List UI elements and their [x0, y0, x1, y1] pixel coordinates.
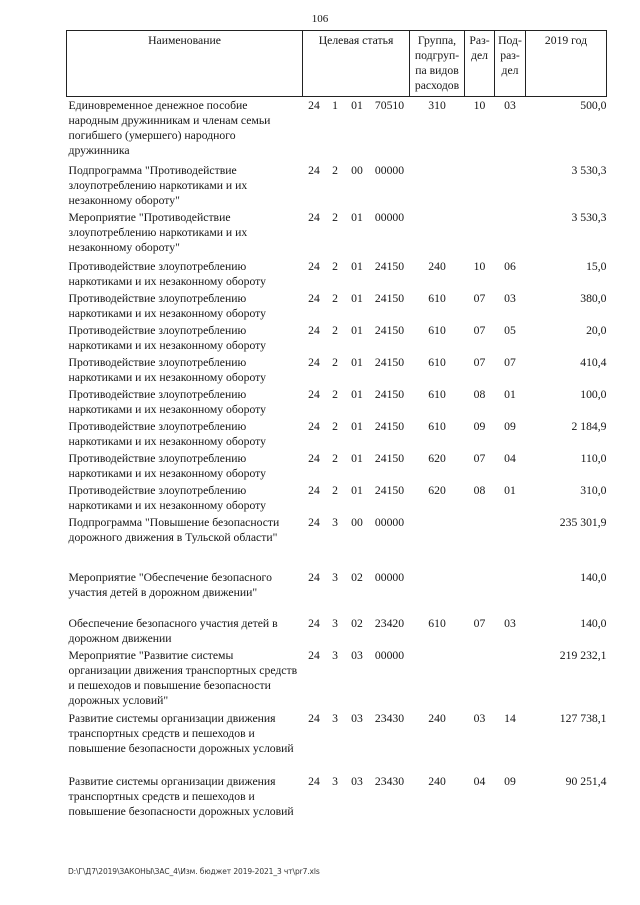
table-row: [67, 322, 607, 354]
section-code: 07: [473, 323, 486, 337]
subsection-code: 01: [504, 483, 516, 497]
header-name: Наименование: [67, 31, 303, 97]
amount: 500,0: [580, 99, 607, 112]
subsection-code: 09: [504, 774, 516, 788]
activity-code: 01: [351, 451, 363, 465]
row-name: Развитие системы организации движения транспортных средств и пешеходов и повышение безопасности дорожных условий: [68, 774, 294, 818]
header-expense-group: Группа, подгруп-па видов расходов: [410, 31, 465, 97]
direction-code: 24150: [374, 451, 405, 465]
expense-group-code: 240: [428, 259, 446, 273]
section-code: [465, 569, 495, 615]
section-code: [465, 209, 495, 258]
amount: 90 251,4: [565, 774, 607, 788]
direction-code: 00000: [374, 163, 405, 177]
program-code: 24: [308, 291, 320, 305]
amount: 380,0: [580, 291, 607, 305]
activity-code: 00: [351, 163, 363, 177]
amount: 140,0: [580, 570, 607, 584]
expense-group-code: [410, 209, 465, 258]
amount: 310,0: [580, 483, 607, 497]
subprogram-code: 3: [332, 711, 338, 725]
subprogram-code: 1: [332, 99, 338, 112]
subprogram-code: 2: [332, 451, 338, 465]
subsection-code: 01: [504, 387, 516, 401]
amount: 3 530,3: [571, 210, 607, 224]
subsection-code: [495, 514, 526, 569]
expense-group-code: 620: [428, 483, 446, 497]
subsection-code: 03: [504, 99, 516, 112]
table-row: [67, 290, 607, 322]
table-row: [67, 647, 607, 710]
section-code: 07: [473, 451, 486, 465]
program-code: 24: [308, 616, 320, 630]
expense-group-code: 610: [428, 616, 446, 630]
program-code: 24: [308, 163, 320, 177]
row-name: Подпрограмма "Повышение безопасности дорожного движения в Тульской области": [68, 515, 280, 544]
direction-code: 70510: [374, 99, 405, 112]
direction-code: 00000: [374, 648, 405, 662]
direction-code: 00000: [374, 210, 405, 224]
direction-code: 24150: [374, 419, 405, 433]
row-name: Противодействие злоупотреблению наркотиками и их незаконному обороту: [68, 451, 266, 480]
header-subsection: Под-раз-дел: [495, 31, 526, 97]
subprogram-code: 3: [332, 648, 338, 662]
footer-file-path: D:\Г\Д7\2019\ЗАКОНЫ\ЗАС_4\Изм. бюджет 2019-2021_3 чт\pr7.xls: [68, 867, 320, 876]
program-code: 24: [308, 355, 320, 369]
section-code: [465, 162, 495, 209]
program-code: 24: [308, 774, 320, 788]
header-target-article: Целевая статья: [303, 31, 410, 97]
row-name: Противодействие злоупотреблению наркотиками и их незаконному обороту: [68, 483, 266, 512]
table-row: [67, 450, 607, 482]
table-row: [67, 418, 607, 450]
subprogram-code: 2: [332, 163, 338, 177]
activity-code: 01: [351, 323, 363, 337]
subprogram-code: 3: [332, 515, 338, 529]
expense-group-code: [410, 647, 465, 710]
page-number: 106: [311, 13, 329, 25]
amount: 100,0: [580, 387, 607, 401]
amount: 127 738,1: [559, 711, 607, 725]
activity-code: 02: [351, 616, 363, 630]
program-code: 24: [308, 570, 320, 584]
subprogram-code: 3: [332, 774, 338, 788]
activity-code: 01: [351, 259, 363, 273]
section-code: 10: [473, 99, 486, 112]
table-row: [67, 514, 607, 569]
program-code: 24: [308, 483, 320, 497]
table-row: [67, 710, 607, 773]
table-row: [67, 97, 607, 162]
table-row: [67, 354, 607, 386]
expense-group-code: [410, 569, 465, 615]
direction-code: 23430: [374, 774, 405, 788]
subprogram-code: 3: [332, 570, 338, 584]
row-name: Противодействие злоупотреблению наркотиками и их незаконному обороту: [68, 259, 266, 288]
program-code: 24: [308, 711, 320, 725]
program-code: 24: [308, 648, 320, 662]
direction-code: 24150: [374, 387, 405, 401]
program-code: 24: [308, 419, 320, 433]
expense-group-code: 240: [428, 774, 446, 788]
activity-code: 01: [351, 210, 363, 224]
program-code: 24: [308, 387, 320, 401]
direction-code: 00000: [374, 570, 405, 584]
section-code: 07: [473, 291, 486, 305]
section-code: 10: [473, 259, 486, 273]
row-name: Единовременное денежное пособие народным дружинникам и членам семьи погибшего (умершего) народного дружинника: [68, 99, 271, 157]
program-code: 24: [308, 451, 320, 465]
header-section: Раз-дел: [465, 31, 495, 97]
subsection-code: 06: [504, 259, 516, 273]
amount: 219 232,1: [559, 648, 607, 662]
subprogram-code: 3: [332, 616, 338, 630]
table-row: [67, 569, 607, 615]
subsection-code: [495, 569, 526, 615]
activity-code: 00: [351, 515, 363, 529]
section-code: 08: [473, 483, 486, 497]
row-name: Обеспечение безопасного участия детей в дорожном движении: [68, 616, 278, 645]
direction-code: 23420: [374, 616, 405, 630]
activity-code: 01: [351, 291, 363, 305]
program-code: 24: [308, 515, 320, 529]
expense-group-code: [410, 514, 465, 569]
expense-group-code: 310: [428, 99, 446, 112]
section-code: [465, 514, 495, 569]
subsection-code: 05: [504, 323, 516, 337]
direction-code: 00000: [374, 515, 405, 529]
expense-group-code: 620: [428, 451, 446, 465]
subprogram-code: 2: [332, 291, 338, 305]
row-name: Развитие системы организации движения транспортных средств и пешеходов и повышение безопасности дорожных условий: [68, 711, 294, 755]
subsection-code: [495, 162, 526, 209]
table-row: [67, 162, 607, 209]
subprogram-code: 2: [332, 210, 338, 224]
row-name: Противодействие злоупотреблению наркотиками и их незаконному обороту: [68, 419, 266, 448]
subsection-code: 09: [504, 419, 516, 433]
subprogram-code: 2: [332, 355, 338, 369]
program-code: 24: [308, 210, 320, 224]
subsection-code: 04: [504, 451, 516, 465]
section-code: 07: [473, 355, 486, 369]
table-row: [67, 386, 607, 418]
row-name: Подпрограмма "Противодействие злоупотреблению наркотиками и их незаконному обороту": [68, 163, 248, 207]
table-row: [67, 615, 607, 647]
subprogram-code: 2: [332, 387, 338, 401]
amount: 110,0: [580, 451, 607, 465]
section-code: 03: [473, 711, 486, 725]
expense-group-code: 610: [428, 355, 446, 369]
section-code: 09: [473, 419, 486, 433]
subsection-code: [495, 209, 526, 258]
row-name: Противодействие злоупотреблению наркотиками и их незаконному обороту: [68, 355, 266, 384]
activity-code: 01: [351, 387, 363, 401]
section-code: 04: [473, 774, 486, 788]
activity-code: 03: [351, 648, 363, 662]
table-row: [67, 258, 607, 290]
activity-code: 03: [351, 711, 363, 725]
direction-code: 24150: [374, 259, 405, 273]
amount: 20,0: [586, 323, 607, 337]
amount: 3 530,3: [571, 163, 607, 177]
row-name: Противодействие злоупотреблению наркотиками и их незаконному обороту: [68, 323, 266, 352]
expense-group-code: 610: [428, 387, 446, 401]
direction-code: 24150: [374, 483, 405, 497]
row-name: Мероприятие "Противодействие злоупотреблению наркотиками и их незаконному обороту": [68, 210, 248, 254]
amount: 140,0: [580, 616, 607, 630]
activity-code: 01: [351, 355, 363, 369]
table-row: [67, 773, 607, 838]
expense-group-code: 610: [428, 323, 446, 337]
expense-group-code: 610: [428, 419, 446, 433]
expense-group-code: 240: [428, 711, 446, 725]
direction-code: 24150: [374, 323, 405, 337]
row-name: Противодействие злоупотреблению наркотиками и их незаконному обороту: [68, 387, 266, 416]
activity-code: 01: [351, 99, 363, 112]
activity-code: 03: [351, 774, 363, 788]
program-code: 24: [308, 259, 320, 273]
table-row: [67, 209, 607, 258]
subsection-code: 14: [504, 711, 516, 725]
subsection-code: 07: [504, 355, 516, 369]
section-code: 08: [473, 387, 486, 401]
subprogram-code: 2: [332, 323, 338, 337]
direction-code: 24150: [374, 291, 405, 305]
activity-code: 01: [351, 419, 363, 433]
section-code: [465, 647, 495, 710]
amount: 2 184,9: [571, 419, 607, 433]
program-code: 24: [308, 323, 320, 337]
direction-code: 24150: [374, 355, 405, 369]
subsection-code: [495, 647, 526, 710]
direction-code: 23430: [374, 711, 405, 725]
subsection-code: 03: [504, 616, 516, 630]
table-row: [67, 482, 607, 514]
amount: 235 301,9: [559, 515, 607, 529]
subprogram-code: 2: [332, 419, 338, 433]
amount: 15,0: [586, 259, 607, 273]
budget-table: [66, 30, 607, 838]
expense-group-code: 610: [428, 291, 446, 305]
activity-code: 02: [351, 570, 363, 584]
expense-group-code: [410, 162, 465, 209]
header-year: 2019 год: [526, 31, 607, 97]
table-header-row: [67, 31, 607, 97]
program-code: 24: [308, 99, 320, 112]
section-code: 07: [473, 616, 486, 630]
subsection-code: 03: [504, 291, 516, 305]
amount: 410,4: [580, 355, 607, 369]
subprogram-code: 2: [332, 483, 338, 497]
activity-code: 01: [351, 483, 363, 497]
subprogram-code: 2: [332, 259, 338, 273]
row-name: Мероприятие "Обеспечение безопасного участия детей в дорожном движении": [68, 570, 272, 599]
row-name: Мероприятие "Развитие системы организации движения транспортных средств и пешеходов и повышение безопасности дорожных условий": [68, 648, 298, 707]
row-name: Противодействие злоупотреблению наркотиками и их незаконному обороту: [68, 291, 266, 320]
